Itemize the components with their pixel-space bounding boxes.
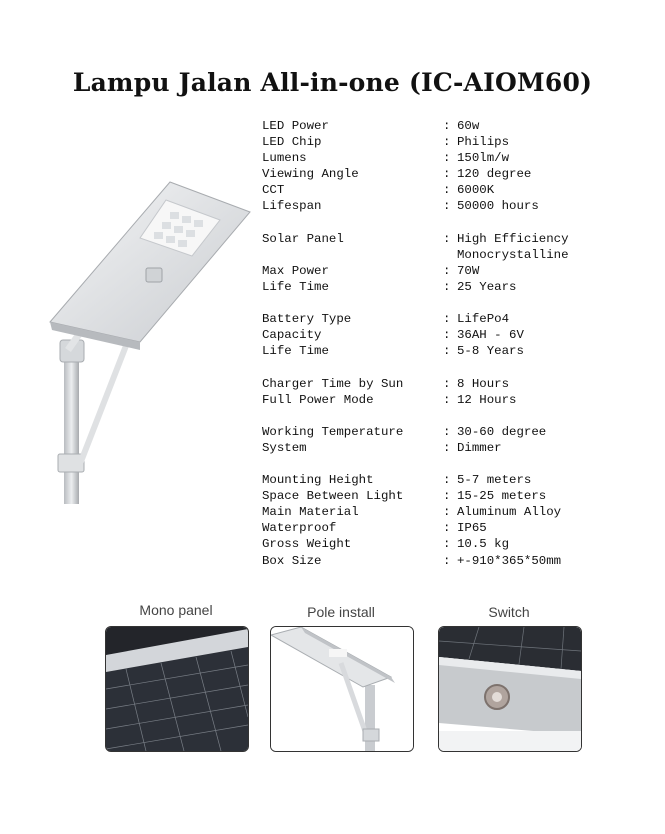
spec-row-solar-panel-cont <box>262 247 569 263</box>
spec-value: 50000 hours <box>457 199 539 214</box>
spacer <box>262 359 569 375</box>
spec-label: Waterproof <box>262 521 337 536</box>
spec-value: High Efficiency <box>457 231 569 246</box>
spec-separator: : <box>443 553 451 568</box>
spec-separator: : <box>443 473 451 488</box>
spec-row-box-size <box>262 553 569 569</box>
spec-label: Gross Weight <box>262 537 352 552</box>
spec-value: 6000K <box>457 183 495 198</box>
switch-caption: Switch <box>488 604 530 620</box>
spec-separator: : <box>443 199 451 214</box>
mono-panel-caption: Mono panel <box>139 602 213 618</box>
spec-row-waterproof <box>262 520 569 536</box>
spec-separator: : <box>443 328 451 343</box>
spec-value: 8 Hours <box>457 376 510 391</box>
spec-separator: : <box>443 440 451 455</box>
spec-row-solar-panel <box>262 231 569 247</box>
spec-separator: : <box>443 344 451 359</box>
spec-label: Max Power <box>262 263 329 278</box>
spec-row-battery-life-time <box>262 343 569 359</box>
spec-separator: : <box>443 263 451 278</box>
spec-row-panel-life-time <box>262 279 569 295</box>
spacer <box>262 215 569 231</box>
spec-row-charger-time <box>262 376 569 392</box>
spec-label: Working Temperature <box>262 424 404 439</box>
spec-value: +-910*365*50mm <box>457 553 562 568</box>
spec-separator: : <box>443 135 451 150</box>
spec-label: Solar Panel <box>262 231 344 246</box>
spec-label: Lumens <box>262 151 307 166</box>
spec-separator: : <box>443 521 451 536</box>
switch-image <box>438 626 582 752</box>
spec-row-led-power <box>262 118 569 134</box>
spec-separator: : <box>443 537 451 552</box>
spec-separator: : <box>443 505 451 520</box>
spec-separator: : <box>443 167 451 182</box>
spec-separator: : <box>443 489 451 504</box>
spec-label: CCT <box>262 183 285 198</box>
spec-label: Lifespan <box>262 199 322 214</box>
spec-separator: : <box>443 279 451 294</box>
spec-label: Viewing Angle <box>262 167 359 182</box>
spec-row-system <box>262 440 569 456</box>
spec-separator: : <box>443 183 451 198</box>
spec-value: 25 Years <box>457 279 517 294</box>
spec-separator: : <box>443 231 451 246</box>
spec-separator: : <box>443 119 451 133</box>
spec-value: Dimmer <box>457 440 502 455</box>
spec-value: 5-7 meters <box>457 473 532 488</box>
spec-row-max-power <box>262 263 569 279</box>
spec-label: Life Time <box>262 344 329 359</box>
street-lamp-image <box>40 172 255 507</box>
spec-separator-empty <box>443 247 457 263</box>
spec-label: LED Power <box>262 119 329 133</box>
spec-value: 12 Hours <box>457 392 517 407</box>
spec-row-mounting-height <box>262 472 569 488</box>
spec-row-viewing-angle <box>262 166 569 182</box>
page-title: Lampu Jalan All-in-one (IC-AIOM60) <box>72 68 593 97</box>
spec-row-lifespan <box>262 198 569 214</box>
spec-table <box>262 118 569 569</box>
spec-value: LifePo4 <box>457 312 510 327</box>
spec-row-battery-type <box>262 311 569 327</box>
spec-value: 60w <box>457 119 480 133</box>
spec-value: Philips <box>457 135 510 150</box>
spec-label: Main Material <box>262 505 359 520</box>
spec-label: Battery Type <box>262 312 352 327</box>
spec-label: System <box>262 440 307 455</box>
spec-label: Life Time <box>262 279 329 294</box>
spacer <box>262 408 569 424</box>
spec-row-cct <box>262 182 569 198</box>
spec-separator: : <box>443 376 451 391</box>
spacer <box>262 295 569 311</box>
spec-label: LED Chip <box>262 135 322 150</box>
spec-label: Mounting Height <box>262 473 374 488</box>
spec-row-capacity <box>262 327 569 343</box>
spec-label: Full Power Mode <box>262 392 374 407</box>
spec-row-lumens <box>262 150 569 166</box>
spec-value: 30-60 degree <box>457 424 547 439</box>
spec-row-full-power-mode <box>262 392 569 408</box>
spec-label: Charger Time by Sun <box>262 376 404 391</box>
spec-separator: : <box>443 151 451 166</box>
spec-row-main-material <box>262 504 569 520</box>
spec-value: 150lm/w <box>457 151 510 166</box>
spec-row-gross-weight <box>262 536 569 552</box>
spec-value: 15-25 meters <box>457 489 547 504</box>
spec-label: Capacity <box>262 328 322 343</box>
spec-label: Space Between Light <box>262 489 404 504</box>
spec-value: IP65 <box>457 521 487 536</box>
spec-row-working-temperature <box>262 424 569 440</box>
spec-value: 36AH - 6V <box>457 328 524 343</box>
spec-value: 5-8 Years <box>457 344 524 359</box>
spec-value: 120 degree <box>457 167 532 182</box>
spec-label: Box Size <box>262 553 322 568</box>
mono-panel-image <box>105 626 249 752</box>
spec-row-led-chip <box>262 134 569 150</box>
spec-row-space-between-light <box>262 488 569 504</box>
spec-separator: : <box>443 392 451 407</box>
spacer <box>262 456 569 472</box>
spec-label-empty <box>262 247 443 263</box>
spec-value: 10.5 kg <box>457 537 510 552</box>
pole-install-image <box>270 626 414 752</box>
spec-separator: : <box>443 424 451 439</box>
spec-value: Monocrystalline <box>457 247 569 262</box>
pole-install-caption: Pole install <box>307 604 375 620</box>
spec-separator: : <box>443 312 451 327</box>
spec-value: Aluminum Alloy <box>457 505 562 520</box>
spec-value: 70W <box>457 263 480 278</box>
